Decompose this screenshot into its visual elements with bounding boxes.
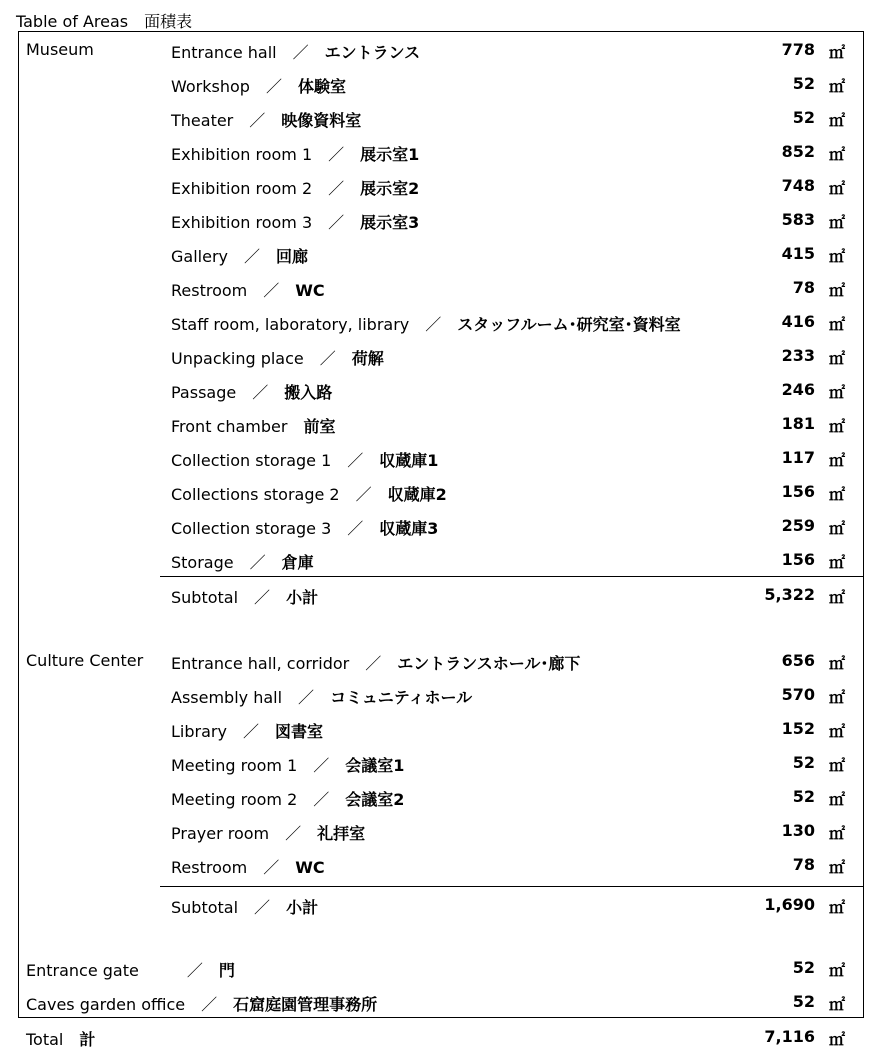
row-unit: ㎡: [829, 451, 846, 470]
row-label: [171, 346, 384, 369]
row-name-en: Restroom: [171, 858, 248, 877]
row-name-en: Workshop: [171, 77, 250, 96]
total-name-ja: 計: [79, 1030, 96, 1049]
table-row: [0, 439, 885, 473]
row-name-en: Unpacking place: [171, 349, 304, 368]
row-separator: ／: [297, 790, 346, 809]
row-area-value: 5,322: [764, 585, 815, 604]
table-row: [0, 65, 885, 99]
row-name-en: Subtotal: [171, 898, 239, 917]
row-name-ja: 収蔵庫3: [379, 519, 439, 538]
row-unit: ㎡: [829, 688, 846, 707]
row-label: [171, 585, 318, 608]
row-name-ja: 荷解: [351, 349, 384, 368]
row-name-ja: 収蔵庫2: [387, 485, 447, 504]
row-unit: ㎡: [829, 756, 846, 775]
total-label: [26, 1027, 95, 1050]
row-label: [171, 380, 332, 403]
row-separator: ／: [247, 281, 296, 300]
table-row: [0, 642, 885, 676]
row-area-value: 259: [781, 516, 815, 535]
row-area-value: 156: [781, 482, 815, 501]
row-area-value: 52: [792, 74, 815, 93]
row-name-ja: 展示室3: [360, 213, 420, 232]
row-unit: ㎡: [829, 961, 846, 980]
table-row: [0, 744, 885, 778]
row-name-en: Collection storage 3: [171, 519, 332, 538]
page-title: Table of Areas 面積表: [16, 12, 193, 31]
row-unit: ㎡: [829, 417, 846, 436]
row-unit: ㎡: [829, 383, 846, 402]
row-unit: ㎡: [829, 349, 846, 368]
row-name-en: Assembly hall: [171, 688, 283, 707]
row-separator: ／: [226, 722, 275, 741]
row-area-value: 52: [792, 958, 815, 977]
row-name-ja: WC: [295, 281, 325, 300]
table-row: [0, 812, 885, 846]
row-separator: [287, 417, 303, 436]
row-separator: ／: [233, 553, 282, 572]
row-unit: ㎡: [829, 722, 846, 741]
row-name-en: Gallery: [171, 247, 228, 266]
row-name-ja: 門: [218, 961, 235, 980]
row-name-en: Entrance hall: [171, 43, 277, 62]
row-label: [171, 821, 365, 844]
total-separator: [63, 1030, 79, 1049]
table-row: [0, 337, 885, 371]
row-name-en: Subtotal: [171, 588, 239, 607]
row-area-value: 117: [781, 448, 815, 467]
row-unit: ㎡: [829, 179, 846, 198]
row-separator: ／: [312, 213, 361, 232]
table-row: [0, 541, 885, 575]
row-separator: ／: [409, 315, 458, 334]
row-label: [171, 108, 361, 131]
row-unit: ㎡: [829, 213, 846, 232]
row-unit: ㎡: [829, 315, 846, 334]
row-area-value: 152: [781, 719, 815, 738]
row-separator: ／: [247, 858, 296, 877]
row-name-en: Exhibition room 3: [171, 213, 313, 232]
row-unit: ㎡: [829, 247, 846, 266]
row-area-value: 246: [781, 380, 815, 399]
row-label: [171, 482, 447, 505]
row-name-ja: エントランス: [324, 43, 421, 62]
row-unit: ㎡: [829, 824, 846, 843]
subtotal-row: [0, 576, 885, 610]
table-row: [0, 31, 885, 65]
row-label: [171, 448, 438, 471]
row-separator: ／: [249, 77, 298, 96]
row-name-en: Front chamber: [171, 417, 288, 436]
row-separator: ／: [138, 961, 219, 980]
table-row: [0, 405, 885, 439]
row-area-value: 52: [792, 753, 815, 772]
row-name-ja: 礼拝室: [317, 824, 366, 843]
row-label: [171, 244, 308, 267]
row-name-ja: 展示室2: [360, 179, 420, 198]
table-row: [0, 676, 885, 710]
row-separator: ／: [331, 519, 380, 538]
row-separator: ／: [233, 111, 282, 130]
row-name-ja: 搬入路: [284, 383, 333, 402]
row-area-value: 415: [781, 244, 815, 263]
group-culture-center: Culture Center: [26, 651, 144, 670]
row-area-value: 852: [781, 142, 815, 161]
row-label: [171, 787, 404, 810]
row-area-value: 52: [792, 108, 815, 127]
row-separator: ／: [349, 654, 398, 673]
row-name-en: Caves garden office: [26, 995, 186, 1014]
row-name-ja: 小計: [286, 588, 319, 607]
row-separator: ／: [312, 179, 361, 198]
total-unit: ㎡: [829, 1030, 846, 1049]
row-separator: ／: [238, 588, 287, 607]
row-label: [171, 210, 419, 233]
row-separator: ／: [269, 824, 318, 843]
row-name-ja: 会議室1: [345, 756, 405, 775]
row-label: [171, 516, 438, 539]
row-unit: ㎡: [829, 281, 846, 300]
row-unit: ㎡: [829, 145, 846, 164]
row-name-en: Meeting room 1: [171, 756, 298, 775]
row-name-en: Entrance hall, corridor: [171, 654, 350, 673]
row-name-en: Restroom: [171, 281, 248, 300]
row-label: [171, 753, 404, 776]
row-unit: ㎡: [829, 898, 846, 917]
row-label: [171, 550, 314, 573]
row-name-en: Exhibition room 2: [171, 179, 313, 198]
row-name-ja: 収蔵庫1: [379, 451, 439, 470]
table-row: [0, 710, 885, 744]
row-name-ja: 会議室2: [345, 790, 405, 809]
table-row: [0, 269, 885, 303]
total-row: [0, 1018, 885, 1052]
row-area-value: 778: [781, 40, 815, 59]
row-unit: ㎡: [829, 519, 846, 538]
table-row: [0, 507, 885, 541]
row-name-en: Entrance gate: [26, 961, 139, 980]
row-unit: ㎡: [829, 790, 846, 809]
row-separator: ／: [282, 688, 331, 707]
row-name-ja: 体験室: [297, 77, 346, 96]
row-area-value: 570: [781, 685, 815, 704]
row-name-ja: WC: [295, 858, 325, 877]
row-area-value: 52: [792, 992, 815, 1011]
row-name-ja: コミュニティホール: [330, 688, 473, 707]
row-area-value: 156: [781, 550, 815, 569]
row-area-value: 748: [781, 176, 815, 195]
row-name-ja: 回廊: [276, 247, 309, 266]
row-unit: ㎡: [829, 111, 846, 130]
row-area-value: 1,690: [764, 895, 815, 914]
table-row: [0, 949, 885, 983]
table-row: [0, 778, 885, 812]
row-label: [171, 40, 420, 63]
row-name-en: Prayer room: [171, 824, 270, 843]
row-label: [26, 992, 377, 1015]
row-unit: ㎡: [829, 588, 846, 607]
row-label: [171, 74, 346, 97]
row-name-ja: 小計: [286, 898, 319, 917]
row-name-en: Passage: [171, 383, 237, 402]
total-area-value: 7,116: [764, 1027, 815, 1046]
row-label: [171, 142, 419, 165]
table-row: [0, 303, 885, 337]
row-area-value: 233: [781, 346, 815, 365]
row-area-value: 78: [792, 855, 815, 874]
row-label: [171, 278, 325, 301]
row-separator: ／: [312, 145, 361, 164]
table-row: [0, 983, 885, 1017]
row-separator: ／: [303, 349, 352, 368]
row-area-value: 583: [781, 210, 815, 229]
row-name-en: Collection storage 1: [171, 451, 332, 470]
row-area-value: 416: [781, 312, 815, 331]
subtotal-row: [0, 886, 885, 920]
row-name-en: Staff room, laboratory, library: [171, 315, 410, 334]
row-name-en: Storage: [171, 553, 234, 572]
row-name-ja: 展示室1: [360, 145, 420, 164]
row-separator: ／: [185, 995, 234, 1014]
row-name-ja: 図書室: [274, 722, 323, 741]
table-row: [0, 133, 885, 167]
row-unit: ㎡: [829, 77, 846, 96]
table-row: [0, 473, 885, 507]
row-label: [171, 414, 336, 437]
row-separator: ／: [236, 383, 285, 402]
row-unit: ㎡: [829, 553, 846, 572]
row-unit: ㎡: [829, 654, 846, 673]
row-name-ja: 映像資料室: [281, 111, 362, 130]
row-separator: ／: [238, 898, 287, 917]
table-row: [0, 235, 885, 269]
row-separator: ／: [297, 756, 346, 775]
row-name-ja: エントランスホール･廊下: [397, 654, 581, 673]
row-name-ja: 石窟庭園管理事務所: [233, 995, 378, 1014]
row-area-value: 78: [792, 278, 815, 297]
row-name-en: Theater: [171, 111, 234, 130]
row-area-value: 656: [781, 651, 815, 670]
total-name-en: Total: [26, 1030, 64, 1049]
row-name-ja: スタッフルーム･研究室･資料室: [457, 315, 681, 334]
table-row: [0, 201, 885, 235]
row-name-ja: 前室: [303, 417, 336, 436]
table-row: [0, 99, 885, 133]
table-row: [0, 846, 885, 880]
row-unit: ㎡: [829, 485, 846, 504]
table-row: [0, 167, 885, 201]
row-separator: ／: [227, 247, 276, 266]
row-separator: ／: [331, 451, 380, 470]
row-label: [171, 895, 318, 918]
row-name-ja: 倉庫: [281, 553, 314, 572]
row-label: [171, 685, 472, 708]
table-row: [0, 371, 885, 405]
row-name-en: Exhibition room 1: [171, 145, 313, 164]
row-label: [171, 855, 325, 878]
row-label: [171, 651, 580, 674]
row-name-en: Meeting room 2: [171, 790, 298, 809]
row-name-en: Library: [171, 722, 227, 741]
row-unit: ㎡: [829, 43, 846, 62]
row-area-value: 52: [792, 787, 815, 806]
row-separator: ／: [276, 43, 325, 62]
row-separator: ／: [339, 485, 388, 504]
row-label: [171, 719, 323, 742]
row-area-value: 181: [781, 414, 815, 433]
row-label: [171, 312, 681, 335]
row-label: [171, 176, 419, 199]
group-museum: Museum: [26, 40, 94, 59]
row-area-value: 130: [781, 821, 815, 840]
row-name-en: Collections storage 2: [171, 485, 340, 504]
row-unit: ㎡: [829, 995, 846, 1014]
row-unit: ㎡: [829, 858, 846, 877]
row-label: [26, 958, 235, 981]
